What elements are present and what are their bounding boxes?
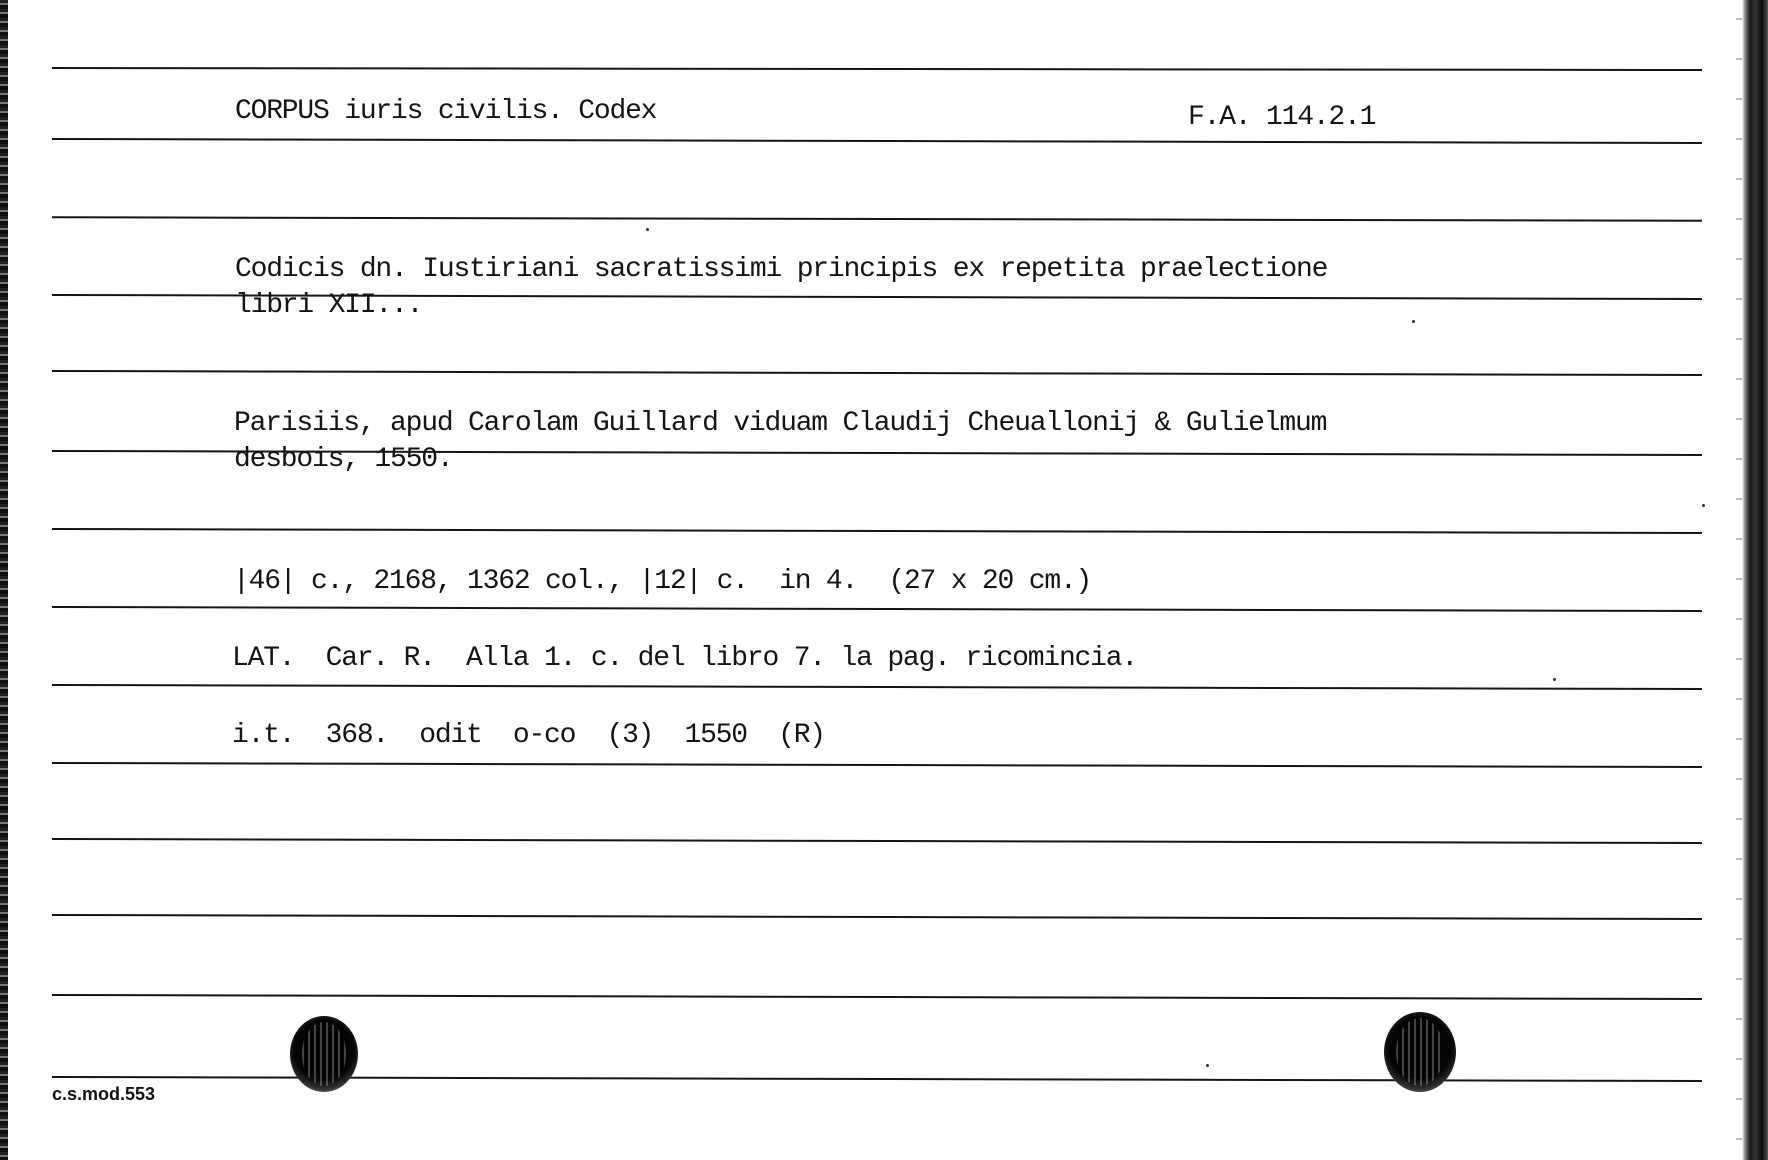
ruled-line (52, 370, 1702, 376)
punch-hole-right (1384, 1012, 1456, 1092)
speck (1206, 1064, 1209, 1067)
form-code: c.s.mod.553 (52, 1084, 156, 1104)
speck (646, 228, 649, 231)
note-line: LAT. Car. R. Alla 1. c. del libro 7. la pag. ricomincia. (232, 643, 1137, 674)
title-line-2: libri XII... (235, 290, 423, 321)
ruled-line (52, 606, 1702, 612)
ruled-line (52, 838, 1702, 844)
punch-hole-left (290, 1016, 358, 1092)
ruled-line (52, 762, 1702, 768)
speck (1702, 504, 1705, 507)
ruled-line (52, 216, 1702, 221)
speck (1412, 320, 1415, 323)
card-left-edge (0, 0, 8, 1160)
card-right-edge (1742, 0, 1768, 1160)
ruled-line (52, 67, 1702, 71)
imprint-line-2: desbois, 1550. (234, 444, 453, 475)
collation-line: |46| c., 2168, 1362 col., |12| c. in 4. (27 x 20 cm.) (233, 566, 1092, 597)
ruled-line (52, 528, 1702, 534)
reference-line: i.t. 368. odit o-co (3) 1550 (R) (232, 720, 825, 751)
ruled-line (52, 684, 1702, 690)
card-heading: CORPUS iuris civilis. Codex (235, 96, 657, 127)
shelfmark: F.A. 114.2.1 (1188, 102, 1376, 133)
ruled-line (52, 914, 1702, 920)
ruled-line (52, 138, 1702, 144)
speck (1553, 678, 1556, 681)
ruled-line (52, 994, 1702, 1000)
imprint-line-1: Parisiis, apud Carolam Guillard viduam Claudij Cheuallonij & Gulielmum (234, 408, 1327, 439)
title-line-1: Codicis dn. Iustiriani sacratissimi principis ex repetita praelectione (235, 254, 1328, 285)
